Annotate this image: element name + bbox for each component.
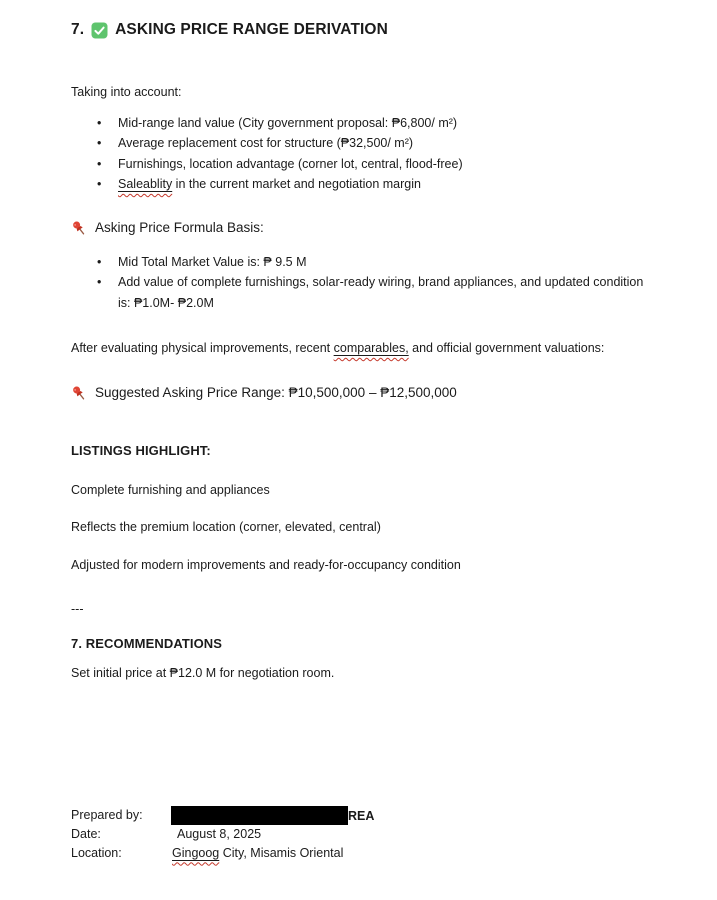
list-item: [71, 133, 646, 153]
pushpin-icon: [71, 220, 87, 237]
listing-paragraph: Adjusted for modern improvements and ready-for-occupancy condition: [71, 558, 461, 572]
listings-heading: LISTINGS HIGHLIGHT:: [71, 443, 211, 458]
listing-paragraph: Complete furnishing and appliances: [71, 483, 270, 497]
pushpin-icon: [71, 385, 87, 402]
location-value: [172, 844, 343, 862]
formula-list: [71, 252, 646, 313]
paragraph-text: and official government valuations:: [408, 341, 605, 355]
list-item: [71, 154, 646, 174]
prepared-by-label: Prepared by:: [71, 808, 143, 822]
recommendation-paragraph: Set initial price at ₱12.0 M for negotiation room.: [71, 666, 335, 680]
formula-basis-heading: [71, 219, 646, 237]
prepared-by-row: [71, 806, 646, 825]
formula-basis-label: Asking Price Formula Basis:: [95, 220, 264, 235]
list-item-text: Add value of complete furnishings, solar-ready wiring, brand appliances, and updated condition is: ₱1.0M- ₱2.0M: [118, 275, 644, 310]
misspelled-word: Saleablity: [118, 177, 173, 192]
factors-list: [71, 113, 646, 195]
redacted-name-bar: [171, 806, 348, 825]
signature-block: [71, 806, 646, 862]
list-item: [71, 272, 646, 313]
list-item-text: Furnishings, location advantage (corner lot, central, flood-free): [118, 156, 463, 171]
evaluation-paragraph: [71, 340, 646, 357]
misspelled-word: Gingoog: [172, 845, 220, 860]
paragraph-text: After evaluating physical improvements, recent: [71, 341, 334, 355]
date-value: August 8, 2025: [177, 827, 262, 842]
check-icon: [91, 22, 108, 39]
listing-paragraph: Reflects the premium location (corner, elevated, central): [71, 520, 381, 534]
section-heading: [71, 19, 646, 41]
section-number: 7.: [71, 21, 85, 38]
list-item: [71, 174, 646, 194]
prepared-by-value: [171, 806, 374, 825]
list-item-text: Mid-range land value (City government proposal: ₱6,800/ m²): [118, 116, 458, 130]
suggested-range-line: [71, 384, 646, 402]
credential-suffix: REA: [348, 809, 375, 823]
list-item-text: in the current market and negotiation margin: [172, 177, 421, 192]
list-item-text: Mid Total Market Value is: ₱ 9.5 M: [118, 255, 307, 269]
list-item-text: Average replacement cost for structure (₱32,500/ m²): [118, 136, 414, 151]
recommendations-heading: 7. RECOMMENDATIONS: [71, 636, 223, 651]
intro-paragraph: Taking into account:: [71, 85, 182, 99]
date-label: Date:: [71, 827, 101, 842]
date-row: [71, 825, 646, 843]
section-title: ASKING PRICE RANGE DERIVATION: [115, 21, 388, 38]
divider-dashes: ---: [71, 602, 84, 616]
location-label: Location:: [71, 845, 122, 860]
list-item: [71, 252, 646, 272]
list-item: [71, 113, 646, 133]
location-row: [71, 844, 646, 862]
suggested-range-text: Suggested Asking Price Range: ₱10,500,000 – ₱12,500,000: [95, 385, 457, 400]
misspelled-word: comparables,: [333, 341, 409, 355]
location-rest-text: City, Misamis Oriental: [219, 845, 344, 860]
